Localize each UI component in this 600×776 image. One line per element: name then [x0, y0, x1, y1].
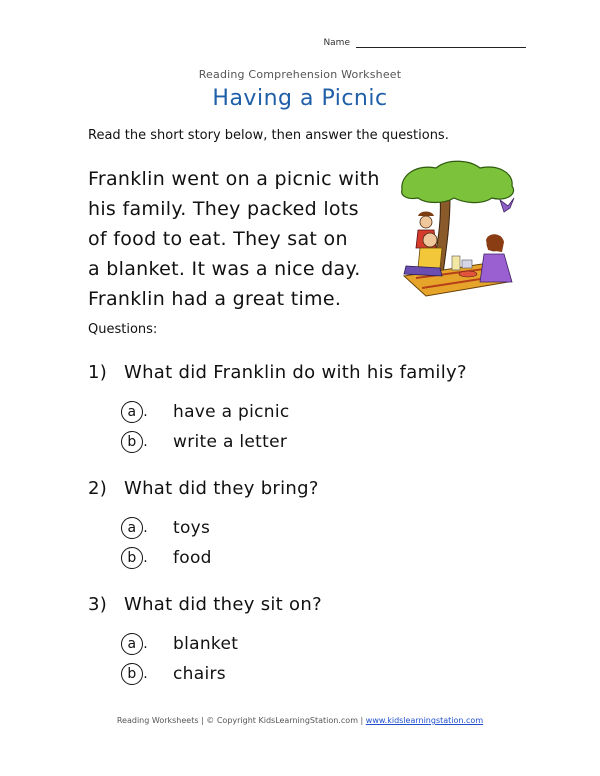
option-text: write a letter [173, 432, 288, 452]
story-line: Franklin had a great time. [88, 288, 342, 310]
question-text: What did they sit on? [124, 594, 322, 615]
question-number: 1) [88, 362, 108, 383]
question-3 [88, 594, 528, 689]
question-text: What did they bring? [124, 478, 319, 499]
option-text: toys [173, 518, 211, 538]
option-text: blanket [173, 634, 239, 654]
question-number: 3) [88, 594, 108, 615]
option-letter-circle[interactable]: b . [121, 431, 143, 453]
answer-option[interactable] [121, 397, 528, 427]
option-letter-circle[interactable]: b . [121, 663, 143, 685]
story-line: of food to eat. They sat on [88, 228, 348, 250]
story-line: Franklin went on a picnic with [88, 168, 380, 190]
footer-link[interactable]: www.kidslearningstation.com [365, 716, 484, 725]
option-text: food [173, 548, 212, 568]
name-line[interactable] [356, 38, 526, 48]
option-letter-circle[interactable]: a . [121, 633, 143, 655]
story-text [88, 164, 398, 314]
option-text: chairs [173, 664, 226, 684]
question-text: What did Franklin do with his family? [124, 362, 467, 383]
answer-option[interactable] [121, 427, 528, 457]
name-field [323, 38, 526, 48]
questions-heading: Questions: [88, 322, 158, 337]
footer-text: Reading Worksheets | © Copyright KidsLearningStation.com | [116, 716, 366, 725]
story-line: a blanket. It was a nice day. [88, 258, 361, 280]
story-line: his family. They packed lots [88, 198, 359, 220]
question-1 [88, 362, 528, 457]
answer-option[interactable] [121, 543, 528, 573]
answer-option[interactable] [121, 629, 528, 659]
option-letter-circle[interactable]: b . [121, 547, 143, 569]
option-letter-circle[interactable]: a . [121, 401, 143, 423]
question-number: 2) [88, 478, 108, 499]
question-2 [88, 478, 528, 573]
instructions: Read the short story below, then answer the questions. [88, 128, 449, 143]
worksheet-title: Having a Picnic [212, 86, 388, 111]
worksheet-subtitle: Reading Comprehension Worksheet [198, 68, 402, 81]
name-label: Name [323, 38, 350, 48]
answer-option[interactable] [121, 513, 528, 543]
footer [0, 716, 600, 725]
option-letter-circle[interactable]: a . [121, 517, 143, 539]
option-text: have a picnic [173, 402, 290, 422]
picnic-illustration [396, 156, 526, 301]
answer-option[interactable] [121, 659, 528, 689]
